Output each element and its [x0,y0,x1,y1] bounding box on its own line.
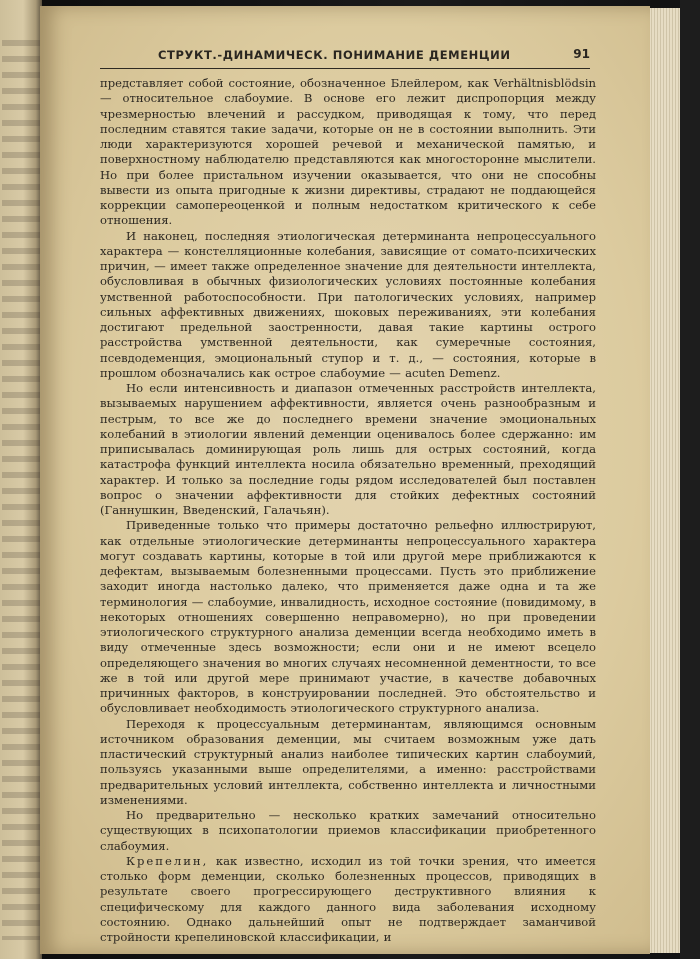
paragraph [100,717,596,809]
page-number: 91 [573,47,590,61]
book-cover-edge [680,0,700,959]
paragraph-text: представляет собой состояние, обозначенное Блейлером, как Verhältnisblödsin — относительное слабоумие. В основе его лежит диспропорция между чрезмерностью влечений и рассудком, приводящая к тому, что перед последним ставятся такие задачи, которые он не в состоянии выполнить. Эти люди характеризуются хорошей речевой и механической памятью, и поверхностному наблюдателю представляются как многосторонне мыслители. Но при более пристальном изучении оказывается, что они не способны вывести из опыта пригодные к жизни директивы, страдают не поддающейся коррекции самопереоценкой и полным недостатком критического к себе отношения. [100,76,596,228]
paragraph [100,76,596,229]
paragraph-text: как известно, исходил из той точки зрения, что имеется столько форм деменции, сколько болезненных процессов, приводящих в результате своего прогрессирующего деструктивного влияния к специфическому для каждого данного вида заболевания исходному состоянию. Однако дальнейший опыт не подтверждает заманчивой стройности крепелиновской классификации, и [100,853,596,944]
paragraph-lead-name: Крепелин, [126,853,209,868]
paragraph-text: Но предварительно — несколько кратких замечаний относительно существующих в психопатологии приемов классификации приобретенного слабоумия. [100,808,596,853]
paragraph [100,381,596,518]
paragraph-text: Но если интенсивность и диапазон отмеченных расстройств интеллекта, вызываемых нарушением аффективности, является очень разнообразным и пестрым, то все же до последнего времени значение эмоциональных колебаний в этиологии явлений деменции оценивалось более сдержанно: им приписывалась доминирующая роль лишь для острых состояний, когда катастрофа функций интеллекта носила обязательно временный, преходящий характер. И только за последние годы рядом исследователей был поставлен вопрос о значении аффективности для стойких дефектных состояний (Ганнушкин, Введенский, Галачьян). [100,381,596,517]
facing-page-text-shadow [2,40,40,940]
paragraph [100,854,596,946]
paragraph [100,229,596,382]
running-header [100,46,590,69]
facing-page-edge [0,0,42,959]
book-page [40,6,650,954]
running-header-title: СТРУКТ.-ДИНАМИЧЕСК. ПОНИМАНИЕ ДЕМЕНЦИИ [158,48,511,62]
paragraph-text: И наконец, последняя этиологическая детерминанта непроцессуального характера — констелляционные колебания, зависящие от сомато-психических причин, — имеет также определенное значение для деятельности интеллекта, обусловливая в обычных физиологических условиях постоянные колебания умственной работоспособности. При патологических условиях, например сильных аффективных движениях, шоковых переживаниях, эти колебания достигают предельной заостренности, давая такие картины острого расстройства умственной деятельности, как сумеречные состояния, псевдодеменция, эмоциональный ступор и т. д., — состояния, которые в прошлом обозначались как острое слабоумие — acuten Demenz. [100,228,596,380]
page-body [100,76,596,944]
paragraph-text: Переходя к процессуальным детерминантам, являющимся основным источником образования деменции, мы считаем возможным уже дать пластический структурный анализ наиболее типических картин слабоумий, пользуясь указанными выше определителями, а именно: расстройствами предварительных условий интеллекта, собственно интеллекта и личностными изменениями. [100,716,596,807]
paragraph [100,808,596,854]
paragraph [100,518,596,716]
paragraph-text: Приведенные только что примеры достаточно рельефно иллюстрируют, как отдельные этиологические детерминанты непроцессуального характера могут создавать картины, которые в той или другой мере приближаются к дефектам, вызываемым болезненными процессами. Пусть это приближение заходит иногда настолько далеко, что применяется даже одна и та же терминология — слабоумие, инвалидность, исходное состояние (повидимому, в некоторых отношениях совершенно неправомерно), но при проведении этиологического структурного анализа деменции всегда необходимо иметь в виду отмеченные здесь возможности; если они и не имеют всецело определяющего значения во многих случаях несомненной дементности, то все же в той или другой мере принимают участие, в качестве добавочных причинных факторов, в конструировании последней. Это обстоятельство и обусловливает необходимость этиологического структурного анализа. [100,518,596,716]
